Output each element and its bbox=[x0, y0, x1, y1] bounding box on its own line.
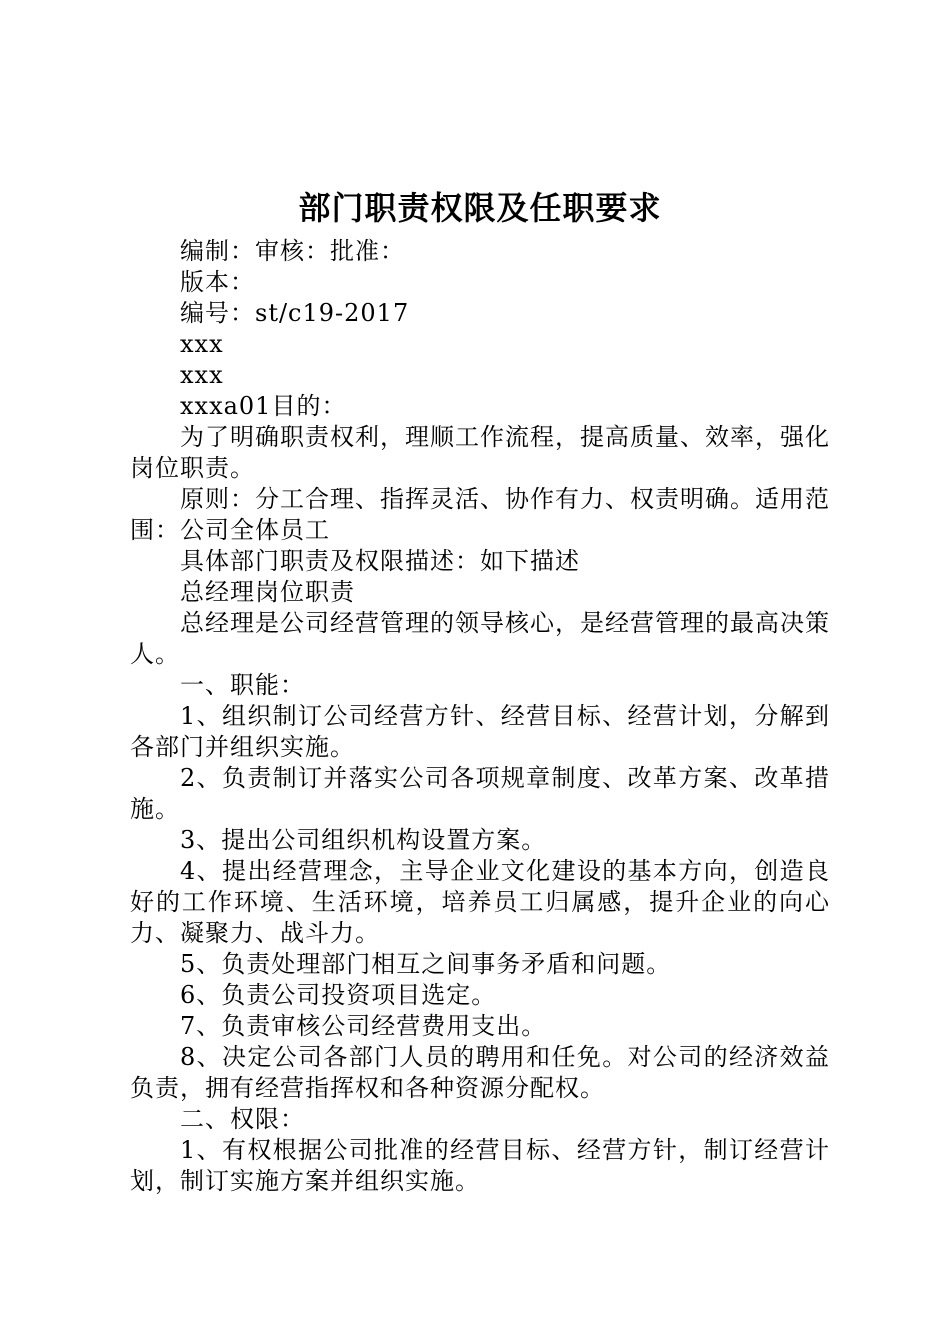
function-item: 1、组织制订公司经营方针、经营目标、经营计划，分解到各部门并组织实施。 bbox=[130, 702, 830, 761]
description-intro: 具体部门职责及权限描述：如下描述 bbox=[180, 547, 580, 575]
document-title: 部门职责权限及任职要求 bbox=[298, 189, 662, 227]
function-item: 6、负责公司投资项目选定。 bbox=[180, 981, 497, 1009]
placeholder-line: xxx bbox=[180, 330, 224, 358]
placeholder-line: xxx bbox=[180, 361, 224, 389]
function-item: 7、负责审核公司经营费用支出。 bbox=[180, 1012, 547, 1040]
function-item: 3、提出公司组织机构设置方案。 bbox=[180, 826, 547, 854]
function-item: 5、负责处理部门相互之间事务矛盾和问题。 bbox=[180, 950, 672, 978]
authority-heading: 二、权限： bbox=[180, 1105, 305, 1133]
purpose-heading: xxxa01目的： bbox=[180, 392, 347, 420]
document-page bbox=[130, 186, 830, 1197]
function-item: 2、负责制订并落实公司各项规章制度、改革方案、改革措施。 bbox=[130, 764, 830, 823]
gm-summary-paragraph: 总经理是公司经营管理的领导核心，是经营管理的最高决策人。 bbox=[130, 609, 830, 668]
function-item: 8、决定公司各部门人员的聘用和任免。对公司的经济效益负责，拥有经营指挥权和各种资源分配权。 bbox=[130, 1043, 830, 1102]
meta-approval-line: 编制：审核：批准： bbox=[180, 237, 405, 265]
functions-heading: 一、职能： bbox=[180, 671, 305, 699]
section-heading-gm: 总经理岗位职责 bbox=[180, 578, 355, 606]
authority-item: 1、有权根据公司批准的经营目标、经营方针，制订经营计划，制订实施方案并组织实施。 bbox=[130, 1136, 830, 1195]
function-item: 4、提出经营理念，主导企业文化建设的基本方向，创造良好的工作环境、生活环境，培养员工归属感，提升企业的向心力、凝聚力、战斗力。 bbox=[130, 857, 830, 947]
meta-number-line: 编号：st/c19-2017 bbox=[180, 299, 410, 327]
principle-paragraph: 原则：分工合理、指挥灵活、协作有力、权责明确。适用范围：公司全体员工 bbox=[130, 485, 830, 544]
meta-version-line: 版本： bbox=[180, 268, 255, 296]
purpose-paragraph: 为了明确职责权利，理顺工作流程，提高质量、效率，强化岗位职责。 bbox=[130, 423, 830, 482]
